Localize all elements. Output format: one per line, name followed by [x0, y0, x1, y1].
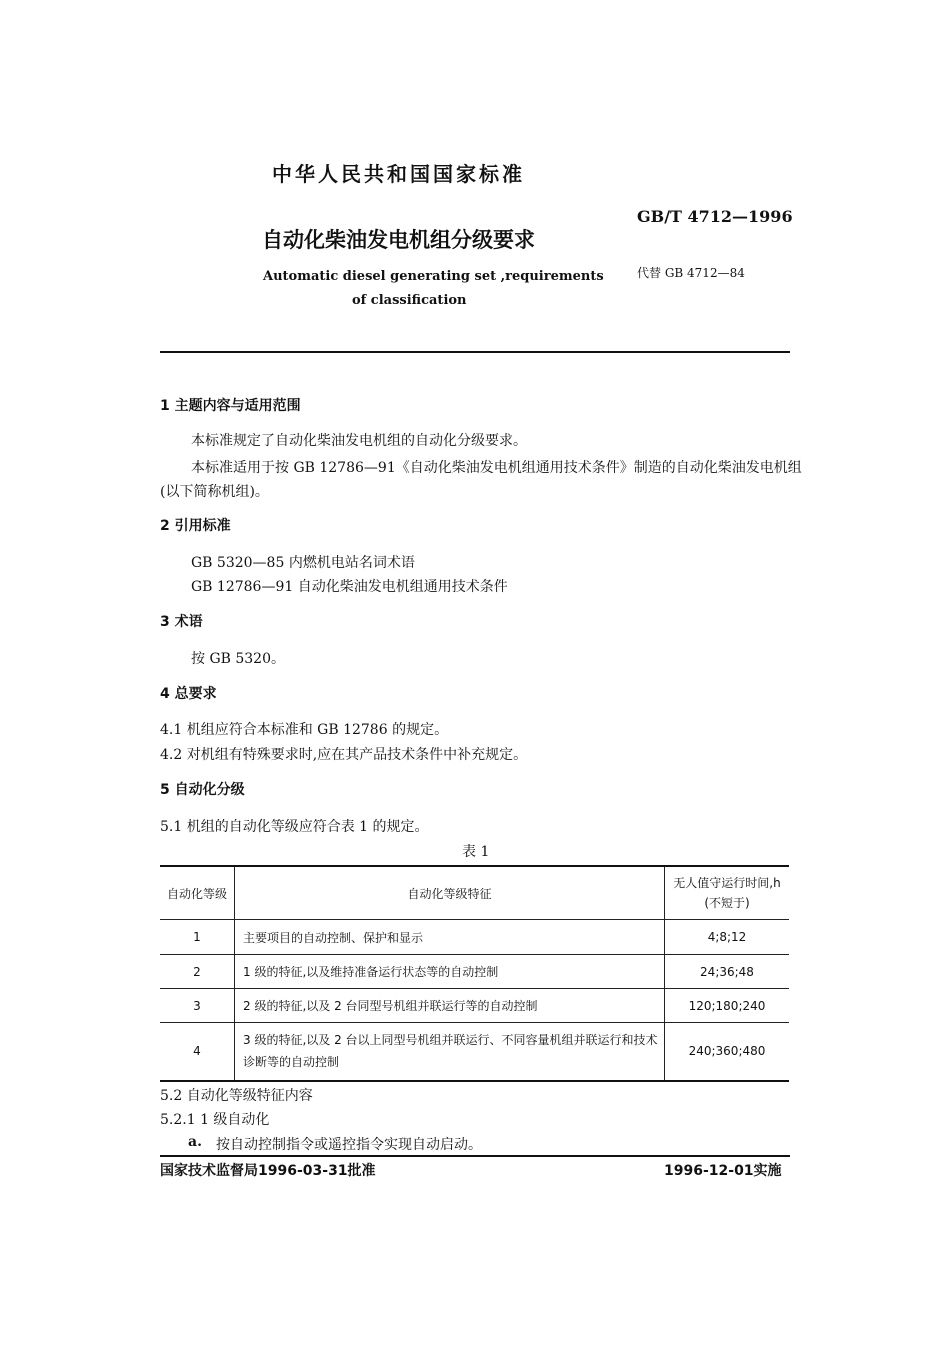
section-1-para-2-line-1: 本标准适用于按 GB 12786—91《自动化柴油发电机组通用技术条件》制造的自动化柴油发电机组: [191, 460, 802, 476]
reference-item: GB 5320—85 内燃机电站名词术语: [191, 555, 415, 571]
cell-time: 120;180;240: [665, 989, 790, 1023]
cell-level: 4: [160, 1023, 235, 1081]
clause-4-1: 4.1 机组应符合本标准和 GB 12786 的规定。: [160, 722, 449, 738]
cell-feature-line1: 3 级的特征,以及 2 台以上同型号机组并联运行、不同容量机组并联运行和技术: [243, 1033, 658, 1048]
reference-item: GB 12786—91 自动化柴油发电机组通用技术条件: [191, 579, 508, 595]
header-time-line1: 无人值守运行时间,h: [673, 876, 781, 890]
table-row: [160, 989, 789, 1023]
table-row: [160, 955, 789, 989]
cell-feature: 主要项目的自动控制、保护和显示: [235, 920, 665, 955]
national-standard-heading: 中华人民共和国国家标准: [272, 162, 525, 186]
header-feature: 自动化等级特征: [235, 866, 665, 920]
section-1-heading: 1 主题内容与适用范围: [160, 398, 301, 414]
table-row: [160, 1023, 789, 1081]
section-3-heading: 3 术语: [160, 614, 203, 630]
item-a-text: 按自动控制指令或遥控指令实现自动启动。: [216, 1137, 482, 1153]
clause-5-1: 5.1 机组的自动化等级应符合表 1 的规定。: [160, 819, 429, 835]
replaces-note: 代替 GB 4712—84: [637, 266, 745, 280]
section-1-para-2-line-2: (以下简称机组)。: [160, 484, 269, 500]
implementation-line: 1996-12-01实施: [664, 1163, 782, 1179]
section-1-para-1: 本标准规定了自动化柴油发电机组的自动化分级要求。: [191, 433, 527, 449]
cell-feature-line2: 诊断等的自动控制: [243, 1055, 340, 1070]
clause-5-2-1: 5.2.1 1 级自动化: [160, 1112, 270, 1128]
section-2-heading: 2 引用标准: [160, 518, 231, 534]
cell-time: 240;360;480: [665, 1023, 790, 1081]
cell-time: 4;8;12: [665, 920, 790, 955]
table-header-row: [160, 866, 789, 920]
clause-5-2: 5.2 自动化等级特征内容: [160, 1088, 313, 1104]
cell-level: 1: [160, 920, 235, 955]
section-5-heading: 5 自动化分级: [160, 782, 245, 798]
section-4-heading: 4 总要求: [160, 686, 217, 702]
cell-feature: [235, 1023, 665, 1081]
footer-divider: [160, 1155, 790, 1157]
classification-table: [160, 865, 789, 1082]
cell-feature: 1 级的特征,以及维持准备运行状态等的自动控制: [235, 955, 665, 989]
item-a-label: a.: [188, 1134, 202, 1150]
header-time: [665, 866, 790, 920]
header-divider: [160, 351, 790, 353]
section-3-para: 按 GB 5320。: [191, 651, 286, 667]
cell-level: 3: [160, 989, 235, 1023]
table-caption: 表 1: [462, 844, 490, 860]
cell-level: 2: [160, 955, 235, 989]
title-en-line2: of classification: [352, 293, 467, 308]
header-time-line2: (不短于): [704, 896, 750, 910]
page-title: 自动化柴油发电机组分级要求: [262, 228, 535, 252]
title-en-line1: Automatic diesel generating set ,requirements: [263, 269, 604, 284]
standard-code: GB/T 4712—1996: [637, 207, 793, 226]
cell-time: 24;36;48: [665, 955, 790, 989]
table-row: [160, 920, 789, 955]
header-level: 自动化等级: [160, 866, 235, 920]
approval-line: 国家技术监督局1996-03-31批准: [160, 1163, 376, 1179]
cell-feature: 2 级的特征,以及 2 台同型号机组并联运行等的自动控制: [235, 989, 665, 1023]
clause-4-2: 4.2 对机组有特殊要求时,应在其产品技术条件中补充规定。: [160, 747, 528, 763]
